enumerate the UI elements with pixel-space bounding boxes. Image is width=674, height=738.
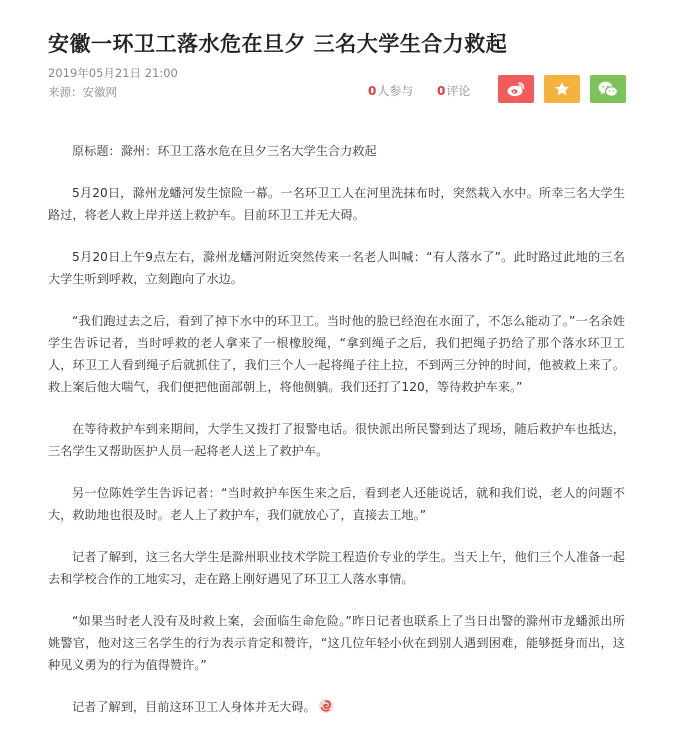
weibo-icon [506, 80, 526, 98]
star-icon [554, 81, 570, 97]
article-source: 来源：安徽网 [48, 85, 117, 99]
closing-sentence: 记者了解到，目前这环卫工人身体并无大碍。 [72, 700, 316, 714]
wechat-icon [597, 80, 619, 98]
comments-number: 0 [437, 84, 446, 98]
publish-date: 2019年05月21日 21:00 [48, 66, 178, 80]
share-weibo-button[interactable] [498, 75, 534, 103]
article-paragraph: 在等待救护车到来期间，大学生又拨打了报警电话。很快派出所民警到达了现场，随后救护车也抵达，三名学生又帮助医护人员一起将老人送上了救护车。 [48, 422, 625, 458]
article-paragraph: 5月20日上午9点左右，滁州龙蟠河附近突然传来一名老人叫喊：“有人落水了”。此时路过此地的三名大学生听到呼救，立刻跑向了水边。 [48, 250, 625, 286]
article-paragraph: 5月20日，滁州龙蟠河发生惊险一幕。一名环卫工人在河里洗抹布时，突然栽入水中。所幸三名大学生路过，将老人救上岸并送上救护车。目前环卫工并无大碍。 [48, 186, 625, 222]
article-paragraph: 另一位陈姓学生告诉记者：“当时救护车医生来之后，看到老人还能说话，就和我们说，老人的问题不大，救助地也很及时。老人上了救护车，我们就放心了，直接去工地。” [48, 486, 625, 522]
comments-count[interactable] [437, 82, 470, 99]
article-paragraph: 原标题：滁州：环卫工落水危在旦夕三名大学生合力救起 [72, 144, 377, 158]
favorite-button[interactable] [544, 75, 580, 103]
end-swirl-icon [318, 698, 334, 714]
participants-number: 0 [368, 84, 377, 98]
participants-label: 人参与 [377, 84, 414, 98]
comments-label: 评论 [446, 84, 471, 98]
article-body [48, 140, 625, 738]
article-paragraph: “如果当时老人没有及时救上案，会面临生命危险。”昨日记者也联系上了当日出警的滁州市龙蟠派出所姚警官，他对这三名学生的行为表示肯定和赞许，“这几位年轻小伙在到别人遇到困难，能够挺身而出，这种见义勇为的行为值得赞许。” [48, 614, 625, 672]
article-title: 安徽一环卫工落水危在旦夕 三名大学生合力救起 [48, 32, 508, 57]
article-paragraph: “我们跑过去之后，看到了掉下水中的环卫工。当时他的脸已经泡在水面了，不怎么能动了。”一名余姓学生告诉记者，当时呼救的老人拿来了一根橡胶绳，“拿到绳子之后，我们把绳子扔给了那个落水环卫工人，环卫工人看到绳子后就抓住了，我们三个人一起将绳子往上拉，不到两三分钟的时间，他被救上来了。救上案后他大喘气，我们便把他面部朝上，将他侧躺。我们还打了120，等待救护车来。” [48, 314, 625, 394]
share-wechat-button[interactable] [590, 75, 626, 103]
article-paragraph: 记者了解到，这三名大学生是滁州职业技术学院工程造价专业的学生。当天上午，他们三个人准备一起去和学校合作的工地实习，走在路上刚好遇见了环卫工人落水事情。 [48, 550, 625, 586]
participants-count[interactable] [368, 82, 413, 99]
article-paragraph-last [48, 696, 625, 718]
